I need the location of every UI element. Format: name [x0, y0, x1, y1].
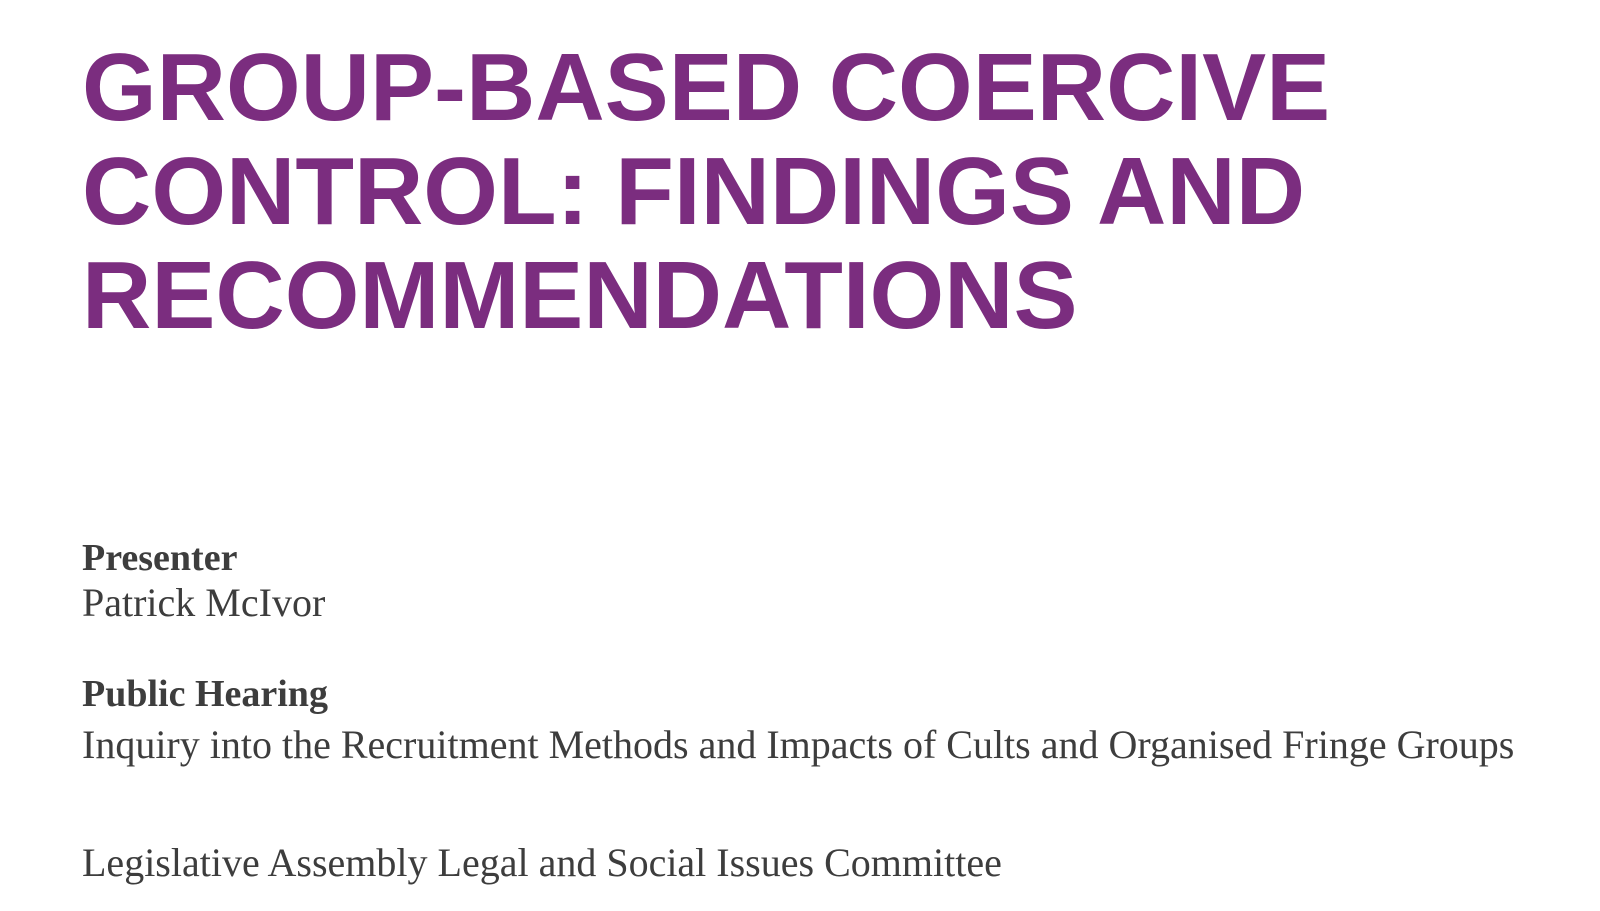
committee-name-wrapper	[82, 840, 1002, 886]
presenter-heading: Presenter	[82, 537, 238, 579]
document-title	[82, 36, 1330, 348]
presenter-name: Patrick McIvor	[82, 580, 326, 625]
committee-name: Legislative Assembly Legal and Social Issues Committee	[82, 840, 1002, 885]
hearing-heading: Public Hearing	[82, 673, 328, 715]
title-line-1: GROUP-BASED COERCIVE	[82, 34, 1331, 141]
title-line-2: CONTROL: FINDINGS AND	[82, 138, 1306, 245]
title-line-3: RECOMMENDATIONS	[82, 242, 1078, 349]
inquiry-title: Inquiry into the Recruitment Methods and Impacts of Cults and Organised Fringe Groups	[82, 722, 1515, 767]
hearing-section	[82, 672, 1542, 768]
presenter-section	[82, 536, 325, 626]
